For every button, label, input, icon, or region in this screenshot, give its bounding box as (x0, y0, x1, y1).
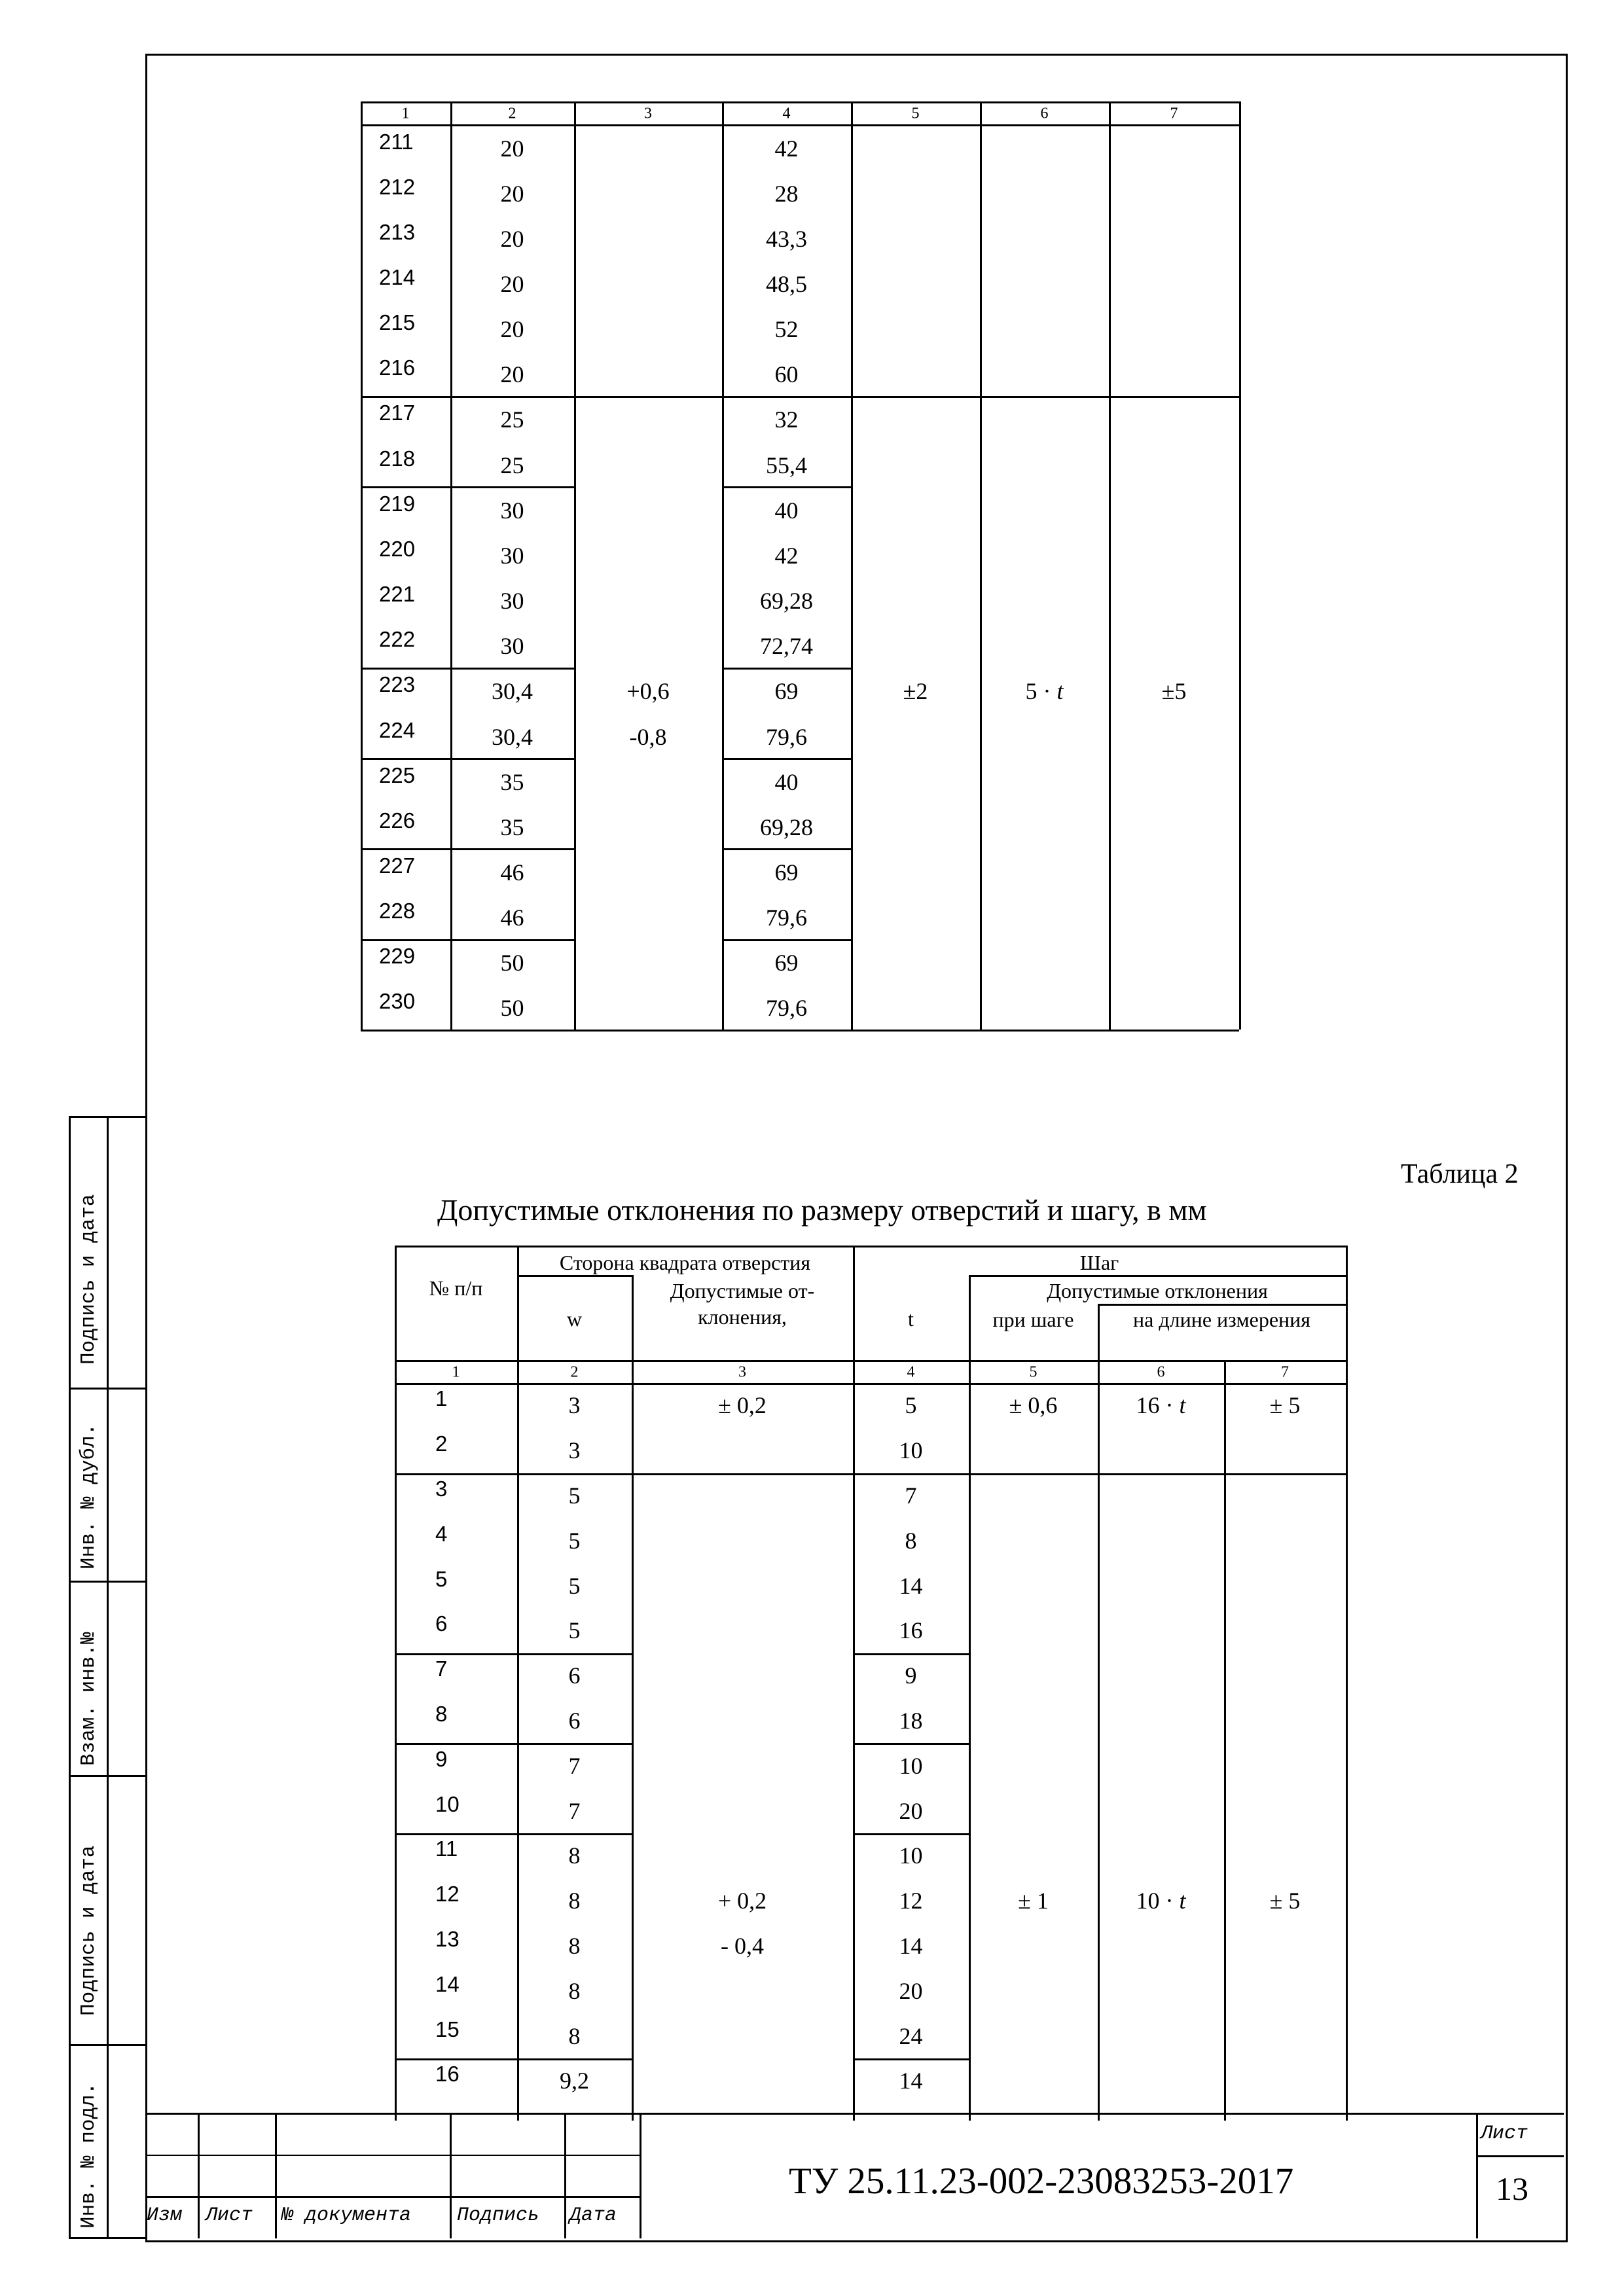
tolerance-group-1: ± 0,2 (718, 1392, 767, 1419)
step-value: 28 (774, 180, 799, 207)
side-value: 46 (500, 859, 524, 886)
table-label: Таблица 2 (1401, 1159, 1519, 1189)
row-number: 229 (379, 944, 416, 969)
header-tolerances-line1: Допустимые от- (670, 1279, 815, 1302)
row-number: 15 (435, 2017, 460, 2041)
side-value: 30,4 (492, 678, 533, 705)
t-value: 8 (905, 1527, 917, 1554)
row-number: 223 (379, 672, 416, 697)
t-value: 5 (905, 1392, 917, 1419)
column-number: 1 (401, 105, 410, 122)
header-tolerances-line2: клонения, (698, 1305, 787, 1329)
w-value: 8 (568, 1933, 581, 1959)
table-rule (361, 396, 574, 398)
izm-label: Изм (147, 2204, 183, 2227)
table-rule (361, 1030, 1239, 1031)
table-rule (395, 2058, 632, 2060)
t-value: 20 (899, 1797, 923, 1824)
row-number: 217 (379, 401, 416, 425)
step-tolerance-group-2: ± 1 (1018, 1888, 1049, 1914)
table-rule (722, 396, 851, 398)
row-number: 227 (379, 853, 416, 878)
stamp-inv-podl: Инв. № подл. (77, 2082, 100, 2229)
document-designation: ТУ 25.11.23-002-23083253-2017 (789, 2161, 1294, 2202)
w-value: 3 (568, 1437, 581, 1464)
w-value: 7 (568, 1752, 581, 1779)
header-row-number: № п/п (429, 1276, 483, 1300)
t-value: 18 (899, 1708, 923, 1734)
row-number: 4 (435, 1521, 448, 1546)
step-tolerance: ±2 (903, 678, 928, 705)
stamp-inv-dubl: Инв. № дубл. (77, 1423, 100, 1570)
step-value: 60 (774, 361, 799, 388)
row-number: 230 (379, 989, 416, 1014)
table-rule (361, 124, 1239, 126)
t-value: 14 (899, 1933, 923, 1959)
w-value: 5 (568, 1617, 581, 1644)
row-number: 219 (379, 491, 416, 516)
column-number: 3 (738, 1363, 746, 1380)
step-value: 55,4 (766, 452, 807, 478)
measure-length-tolerance: ±5 (1161, 678, 1187, 705)
step-value: 69 (774, 859, 799, 886)
row-number: 221 (379, 582, 416, 607)
column-number: 5 (1029, 1363, 1038, 1380)
length-tolerance-formula (980, 677, 1109, 705)
column-number: 7 (1281, 1363, 1289, 1380)
side-value: 20 (500, 271, 524, 298)
w-value: 8 (568, 1842, 581, 1869)
step-value: 32 (774, 406, 799, 433)
side-value: 30,4 (492, 723, 533, 750)
row-number: 226 (379, 808, 416, 833)
column-number: 5 (911, 105, 920, 122)
formula-coefficient: 16 · (1136, 1392, 1180, 1419)
table-rule (395, 1473, 1346, 1475)
table-rule (722, 939, 851, 941)
row-number: 9 (435, 1746, 448, 1771)
table-rule (853, 1833, 969, 1835)
stamp-vzam-inv: Взам. инв.№ (77, 1632, 100, 1766)
step-value: 42 (774, 542, 799, 569)
header-t: t (908, 1307, 914, 1331)
w-value: 6 (568, 1708, 581, 1734)
table-rule (395, 1360, 1346, 1362)
row-number: 8 (435, 1702, 448, 1726)
step-value: 79,6 (766, 995, 807, 1022)
row-number: 10 (435, 1791, 460, 1816)
column-number: 3 (644, 105, 652, 122)
t-value: 9 (905, 1662, 917, 1689)
table-title: Допустимые отклонения по размеру отверстий и шагу, в мм (437, 1193, 1207, 1227)
length-tolerance-group-2: ± 5 (1269, 1888, 1301, 1914)
step-value: 69 (774, 678, 799, 705)
step-value: 43,3 (766, 225, 807, 252)
sheet-label: Лист (1481, 2123, 1528, 2145)
step-value: 69 (774, 950, 799, 977)
row-number: 5 (435, 1566, 448, 1591)
formula-variable: t (1179, 1392, 1186, 1419)
table-rule (1098, 1304, 1100, 2121)
side-value: 20 (500, 316, 524, 343)
header-allowed-deviations: Допустимые отклонения (1047, 1279, 1268, 1302)
w-value: 3 (568, 1392, 581, 1419)
row-number: 13 (435, 1927, 460, 1951)
t-value: 10 (899, 1437, 923, 1464)
step-value: 79,6 (766, 905, 807, 931)
header-step: Шаг (1079, 1251, 1119, 1274)
t-value: 10 (899, 1842, 923, 1869)
w-value: 6 (568, 1662, 581, 1689)
table-rule (851, 396, 1239, 398)
formula-variable: t (1179, 1888, 1186, 1914)
tolerance-lower: -0,8 (629, 723, 667, 750)
doc-no-label: № документа (281, 2204, 412, 2227)
row-number: 11 (435, 1837, 458, 1861)
step-tolerance-group-1: ± 0,6 (1009, 1392, 1058, 1419)
formula-coefficient: 5 · (1025, 678, 1057, 705)
table-rule (574, 396, 722, 398)
step-value: 69,28 (760, 814, 813, 840)
step-value: 48,5 (766, 271, 807, 298)
row-number: 216 (379, 355, 416, 380)
header-over-length: на длине измерения (1133, 1308, 1310, 1331)
table-rule (574, 101, 576, 1030)
column-number: 1 (452, 1363, 460, 1380)
table-rule (361, 668, 574, 670)
row-number: 224 (379, 717, 416, 742)
table-rule (395, 1383, 1346, 1385)
t-value: 10 (899, 1752, 923, 1779)
header-w: w (566, 1307, 583, 1331)
row-number: 212 (379, 174, 416, 199)
step-value: 40 (774, 497, 799, 524)
signature-label: Подпись (457, 2204, 540, 2227)
w-value: 5 (568, 1482, 581, 1509)
table-rule (1109, 101, 1111, 1030)
side-value: 50 (500, 950, 524, 977)
tolerance-lower-group-2: - 0,4 (721, 1933, 764, 1959)
t-value: 12 (899, 1888, 923, 1914)
w-value: 5 (568, 1572, 581, 1599)
side-value: 30 (500, 542, 524, 569)
t-value: 7 (905, 1482, 917, 1509)
row-number: 6 (435, 1611, 448, 1636)
row-number: 2 (435, 1431, 448, 1456)
formula-variable: t (1056, 678, 1064, 705)
date-label: Дата (569, 2204, 617, 2227)
table-rule (395, 1833, 632, 1835)
length-formula-group-1 (1098, 1391, 1224, 1419)
table-rule (361, 848, 574, 850)
w-value: 8 (568, 1888, 581, 1914)
formula-coefficient: 10 · (1136, 1888, 1180, 1914)
row-number: 211 (379, 129, 414, 154)
tolerance-upper: +0,6 (626, 678, 670, 705)
step-value: 72,74 (760, 633, 813, 660)
table-rule (1239, 101, 1241, 1030)
row-number: 214 (379, 265, 416, 290)
step-value: 42 (774, 135, 799, 162)
side-value: 30 (500, 633, 524, 660)
table-rule (722, 758, 851, 760)
side-value: 25 (500, 406, 524, 433)
row-number: 7 (435, 1657, 448, 1681)
row-number: 3 (435, 1477, 448, 1501)
table-rule (851, 101, 853, 1030)
side-value: 20 (500, 225, 524, 252)
length-formula-group-2 (1098, 1887, 1224, 1914)
row-number: 220 (379, 536, 416, 561)
column-number: 6 (1040, 105, 1049, 122)
column-number: 7 (1170, 105, 1178, 122)
table-rule (980, 101, 982, 1030)
table-rule (853, 1743, 969, 1745)
table-rule (853, 2058, 969, 2060)
side-value: 50 (500, 995, 524, 1022)
sheet-number: 13 (1496, 2170, 1528, 2207)
stamp-sign-date-bottom: Подпись и дата (77, 1845, 100, 2016)
row-number: 225 (379, 762, 416, 787)
t-value: 14 (899, 2068, 923, 2094)
table-rule (722, 848, 851, 850)
table-rule (853, 1653, 969, 1655)
row-number: 218 (379, 446, 416, 471)
table-rule (395, 1246, 1346, 1247)
side-value: 46 (500, 905, 524, 931)
stamp-sign-date-top: Подпись и дата (77, 1194, 100, 1365)
step-value: 79,6 (766, 723, 807, 750)
t-value: 16 (899, 1617, 923, 1644)
side-value: 30 (500, 588, 524, 615)
w-value: 8 (568, 1977, 581, 2004)
side-value: 20 (500, 135, 524, 162)
table-rule (395, 1653, 632, 1655)
table-rule (361, 486, 574, 488)
table-rule (395, 1743, 632, 1745)
length-tolerance-group-1: ± 5 (1269, 1392, 1301, 1419)
t-value: 14 (899, 1572, 923, 1599)
column-number: 6 (1157, 1363, 1165, 1380)
side-value: 30 (500, 497, 524, 524)
t-value: 24 (899, 2022, 923, 2049)
column-number: 4 (782, 105, 791, 122)
t-value: 20 (899, 1977, 923, 2004)
header-at-step: при шаге (992, 1308, 1074, 1331)
w-value: 7 (568, 1797, 581, 1824)
row-number: 215 (379, 310, 416, 335)
row-number: 16 (435, 2062, 460, 2087)
side-value: 35 (500, 768, 524, 795)
header-square-side: Сторона квадрата отверстия (559, 1251, 811, 1274)
column-number: 2 (508, 105, 516, 122)
row-number: 228 (379, 899, 416, 924)
side-value: 20 (500, 180, 524, 207)
step-value: 52 (774, 316, 799, 343)
row-number: 222 (379, 627, 416, 652)
table-rule (1098, 1304, 1346, 1306)
step-value: 69,28 (760, 588, 813, 615)
row-number: 14 (435, 1971, 460, 1996)
list-label: Лист (206, 2204, 253, 2227)
w-value: 5 (568, 1527, 581, 1554)
side-value: 35 (500, 814, 524, 840)
table-rule (361, 758, 574, 760)
table-rule (361, 101, 1239, 103)
table-rule (361, 939, 574, 941)
row-number: 213 (379, 219, 416, 244)
table-rule (722, 486, 851, 488)
row-number: 12 (435, 1882, 460, 1907)
table-rule (1346, 1246, 1348, 2121)
step-value: 40 (774, 768, 799, 795)
side-value: 20 (500, 361, 524, 388)
column-number: 2 (570, 1363, 579, 1380)
side-value: 25 (500, 452, 524, 478)
column-number: 4 (907, 1363, 915, 1380)
w-value: 8 (568, 2022, 581, 2049)
w-value: 9,2 (560, 2068, 589, 2094)
table-rule (361, 101, 363, 1030)
row-number: 1 (435, 1386, 448, 1411)
tolerance-upper-group-2: + 0,2 (717, 1888, 767, 1914)
table-rule (722, 668, 851, 670)
